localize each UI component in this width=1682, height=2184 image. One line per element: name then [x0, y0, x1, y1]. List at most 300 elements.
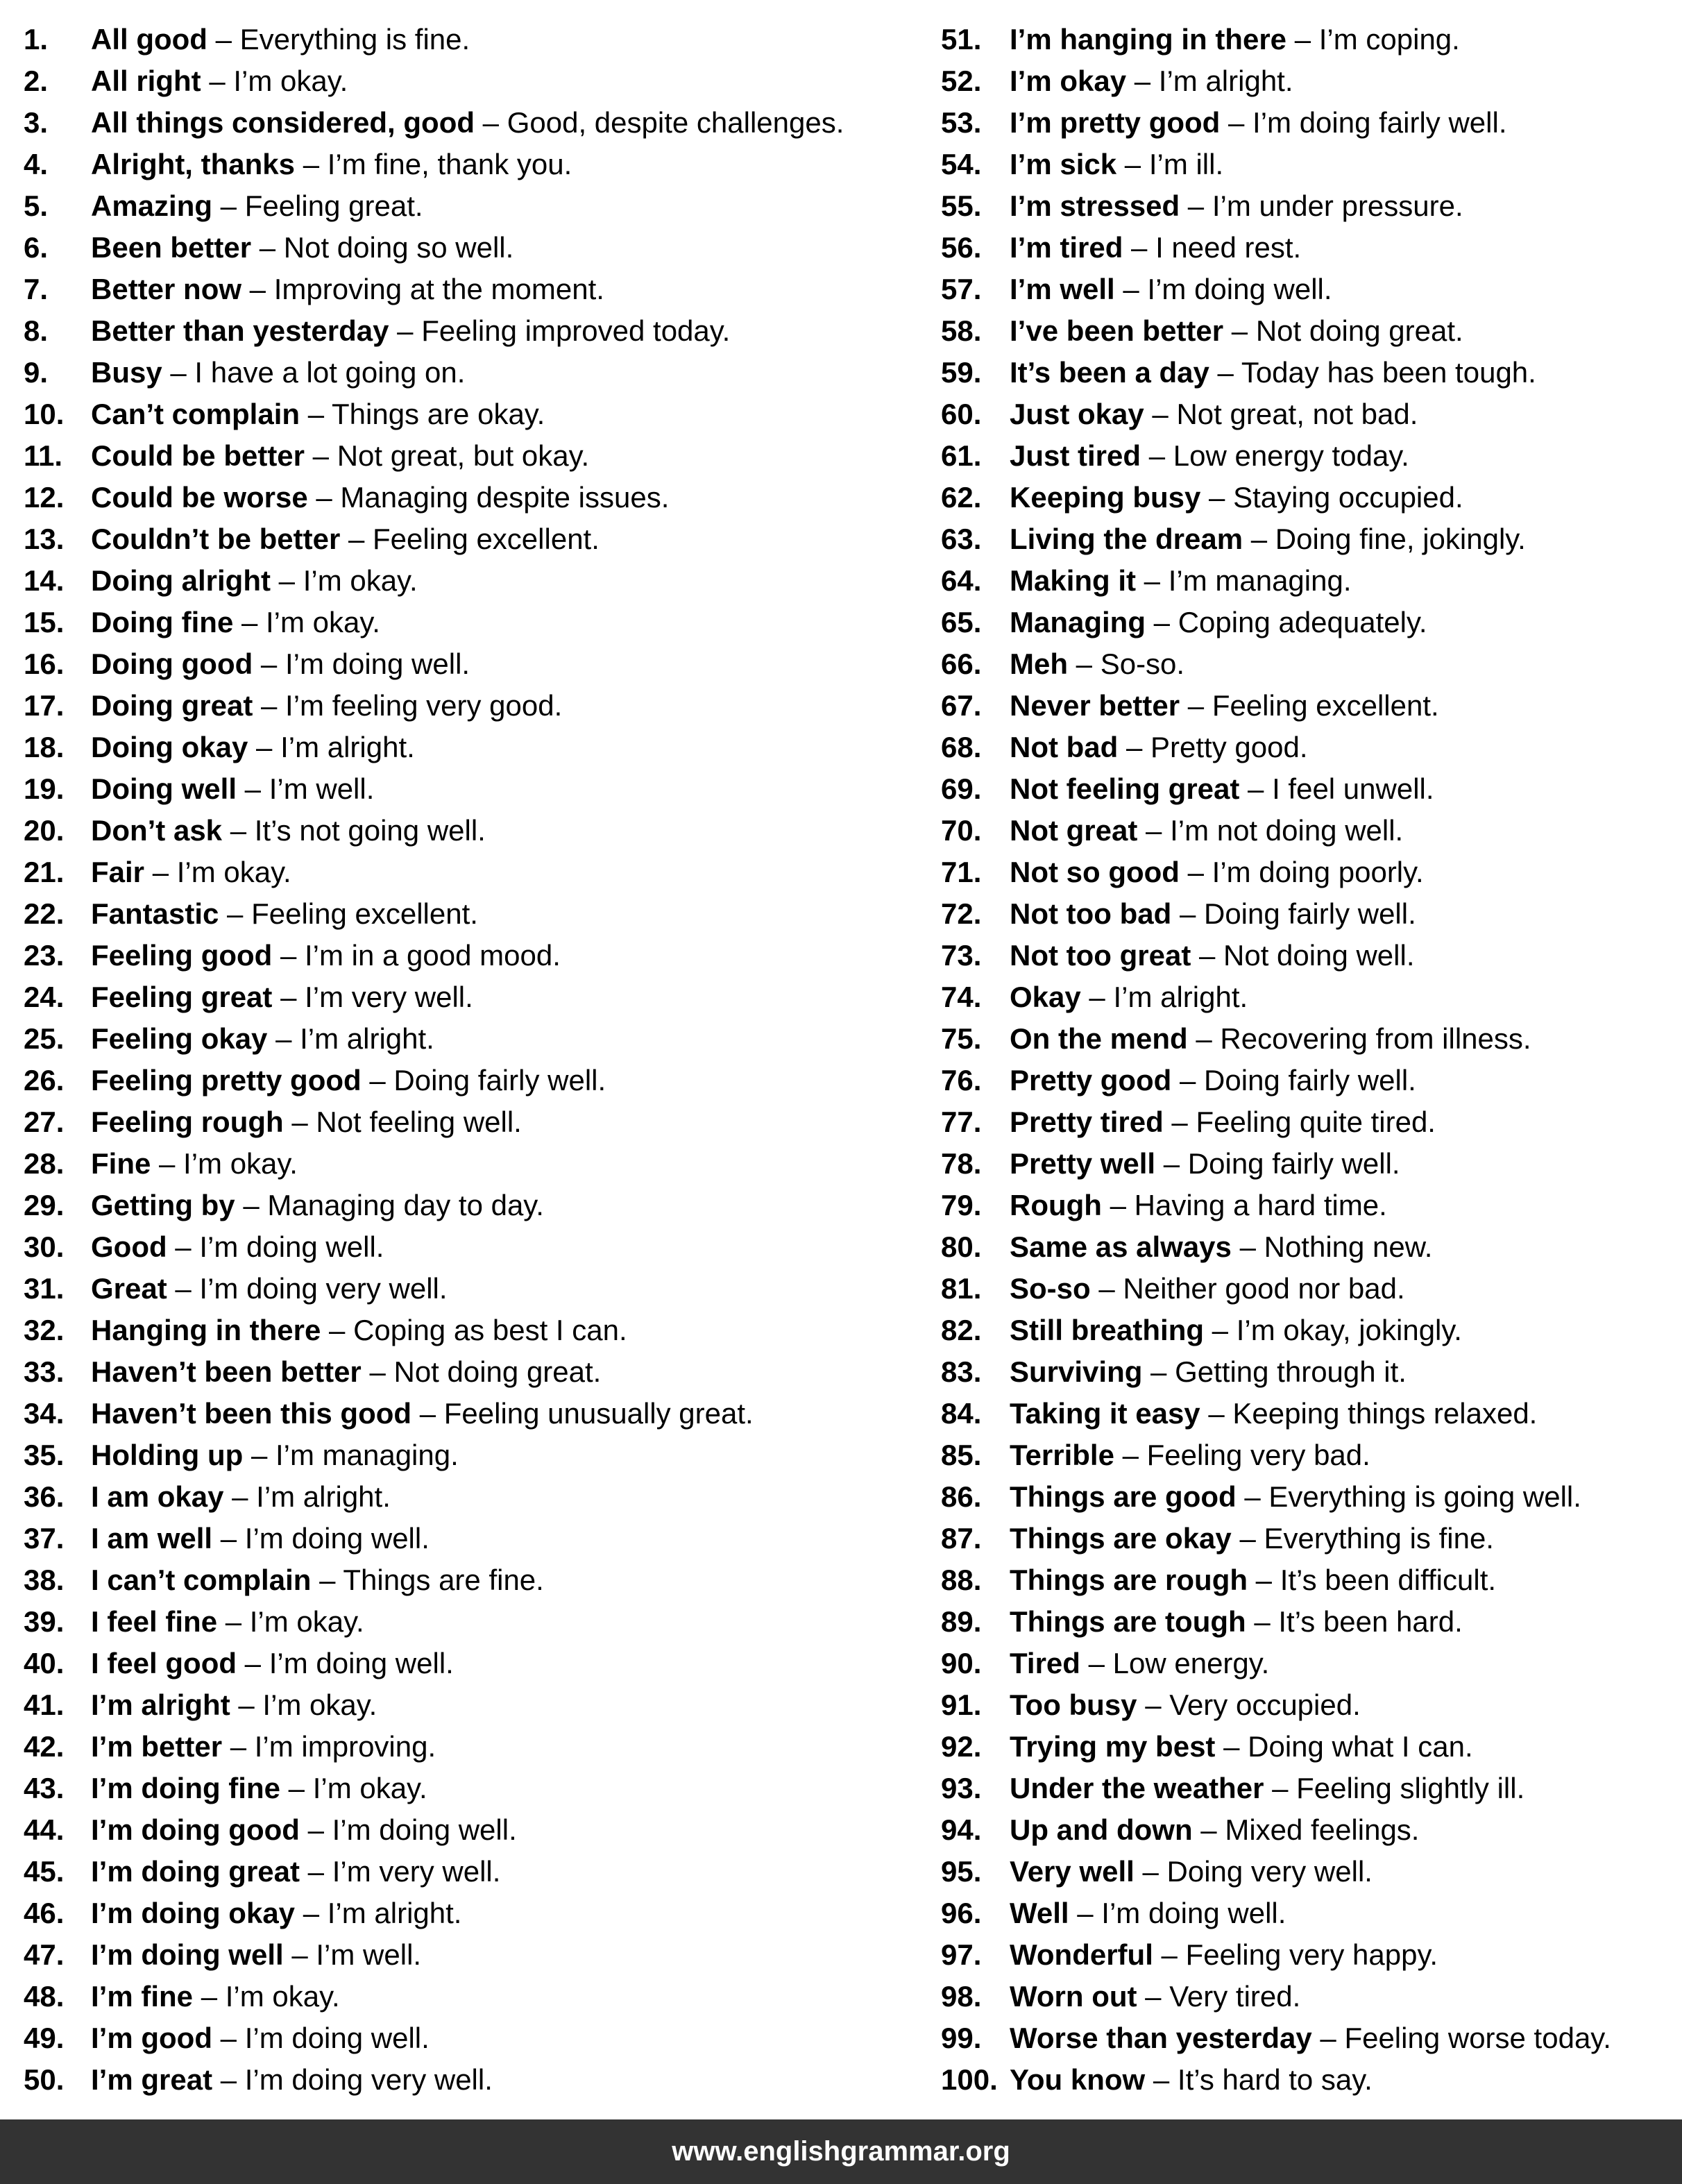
item-number: 59.: [941, 356, 982, 389]
item-number: 19.: [24, 772, 65, 805]
item-separator: –: [1239, 772, 1273, 805]
item-phrase: Things are tough: [1010, 1605, 1246, 1638]
item-meaning: I’m okay.: [266, 606, 380, 638]
item-phrase: Feeling pretty good: [91, 1064, 362, 1097]
item-phrase: Never better: [1010, 689, 1180, 722]
item-number: 25.: [24, 1022, 65, 1055]
list-item: [24, 1476, 919, 1518]
item-meaning: I’m under pressure.: [1212, 189, 1463, 222]
item-meaning: Good, despite challenges.: [507, 106, 844, 139]
item-phrase: I can’t complain: [91, 1564, 312, 1596]
item-phrase: Well: [1010, 1897, 1069, 1929]
item-meaning: Feeling excellent.: [373, 523, 600, 555]
item-separator: –: [1136, 564, 1169, 597]
item-meaning: Improving at the moment.: [273, 273, 604, 305]
item-separator: –: [1209, 356, 1241, 389]
item-separator: –: [1264, 1772, 1297, 1804]
item-separator: –: [235, 1189, 268, 1221]
list-item: [941, 310, 1670, 352]
item-number: 95.: [941, 1855, 982, 1888]
item-phrase: Rough: [1010, 1189, 1102, 1221]
item-phrase: I’m fine: [91, 1980, 194, 2013]
item-phrase: Better than yesterday: [91, 314, 389, 347]
item-meaning: Very occupied.: [1169, 1688, 1361, 1721]
item-number: 4.: [24, 148, 49, 180]
item-meaning: I’m managing.: [1168, 564, 1352, 597]
item-separator: –: [305, 439, 337, 472]
item-number: 41.: [24, 1688, 65, 1721]
item-phrase: Doing good: [91, 647, 253, 680]
item-separator: –: [283, 1106, 316, 1138]
item-number: 73.: [941, 939, 982, 972]
item-phrase: Doing great: [91, 689, 253, 722]
item-number: 27.: [24, 1106, 65, 1138]
item-phrase: Not too bad: [1010, 897, 1172, 930]
item-phrase: Too busy: [1010, 1688, 1137, 1721]
item-meaning: I’m fine, thank you.: [327, 148, 572, 180]
item-separator: –: [1187, 1022, 1221, 1055]
item-phrase: All right: [91, 65, 201, 97]
item-separator: –: [1101, 1189, 1135, 1221]
item-number: 67.: [941, 689, 982, 722]
item-separator: –: [219, 897, 252, 930]
item-phrase: I am well: [91, 1522, 213, 1555]
item-phrase: Amazing: [91, 189, 213, 222]
item-meaning: Things are fine.: [343, 1564, 544, 1596]
list-item: [24, 1060, 919, 1101]
item-meaning: I’m doing well.: [244, 1522, 430, 1555]
item-number: 74.: [941, 981, 982, 1013]
item-separator: –: [1155, 1147, 1188, 1180]
item-meaning: Not great, but okay.: [337, 439, 590, 472]
item-separator: –: [295, 1897, 328, 1929]
item-separator: –: [1200, 1397, 1233, 1430]
item-phrase: Better now: [91, 273, 242, 305]
list-item: [941, 727, 1670, 768]
item-phrase: Doing okay: [91, 731, 248, 763]
list-item: [24, 1976, 919, 2017]
item-meaning: I’m not doing well.: [1170, 814, 1404, 847]
item-phrase: Could be better: [91, 439, 305, 472]
item-phrase: Making it: [1010, 564, 1137, 597]
item-meaning: Everything is fine.: [1264, 1522, 1494, 1555]
item-number: 6.: [24, 231, 49, 264]
item-phrase: Managing: [1010, 606, 1146, 638]
item-phrase: Tired: [1010, 1647, 1080, 1679]
item-meaning: Feeling very happy.: [1185, 1938, 1438, 1971]
item-number: 22.: [24, 897, 65, 930]
item-phrase: Feeling rough: [91, 1106, 284, 1138]
item-number: 49.: [24, 2022, 65, 2054]
item-number: 36.: [24, 1480, 65, 1513]
list-item: [24, 1684, 919, 1726]
item-phrase: Haven’t been better: [91, 1355, 362, 1388]
phrase-list: [0, 19, 1682, 2101]
item-phrase: You know: [1010, 2063, 1146, 2096]
item-meaning: Low energy today.: [1173, 439, 1409, 472]
item-number: 61.: [941, 439, 982, 472]
item-separator: –: [1137, 1980, 1170, 2013]
item-separator: –: [311, 1564, 343, 1596]
item-phrase: Getting by: [91, 1189, 235, 1221]
item-number: 42.: [24, 1730, 65, 1763]
item-separator: –: [212, 1522, 245, 1555]
item-number: 76.: [941, 1064, 982, 1097]
item-phrase: I’m doing fine: [91, 1772, 280, 1804]
item-number: 91.: [941, 1688, 982, 1721]
item-phrase: Meh: [1010, 647, 1068, 680]
item-phrase: I’m doing great: [91, 1855, 300, 1888]
item-phrase: I’m okay: [1010, 65, 1127, 97]
item-phrase: Taking it easy: [1010, 1397, 1200, 1430]
list-item: [941, 1893, 1670, 1934]
list-item: [24, 727, 919, 768]
item-phrase: I’m good: [91, 2022, 212, 2054]
item-separator: –: [1180, 189, 1212, 222]
list-item: [941, 1476, 1670, 1518]
item-separator: –: [340, 523, 373, 555]
item-number: 86.: [941, 1480, 982, 1513]
item-meaning: Pretty good.: [1150, 731, 1308, 763]
list-item: [941, 435, 1670, 477]
item-meaning: I’m doing well.: [269, 1647, 454, 1679]
item-separator: –: [1145, 2063, 1178, 2096]
footer-url[interactable]: www.englishgrammar.org: [672, 2136, 1010, 2167]
item-separator: –: [270, 564, 303, 597]
list-item: [941, 1976, 1670, 2017]
item-phrase: Doing alright: [91, 564, 271, 597]
item-number: 39.: [24, 1605, 65, 1638]
item-meaning: Not doing great.: [393, 1355, 602, 1388]
list-item: [941, 1768, 1670, 1809]
item-meaning: Keeping things relaxed.: [1232, 1397, 1538, 1430]
item-meaning: I’m doing very well.: [244, 2063, 493, 2096]
item-number: 98.: [941, 1980, 982, 2013]
list-item: [941, 269, 1670, 310]
item-number: 12.: [24, 481, 65, 514]
item-phrase: All good: [91, 23, 207, 56]
item-number: 69.: [941, 772, 982, 805]
item-meaning: It’s been difficult.: [1280, 1564, 1497, 1596]
item-meaning: Not feeling well.: [316, 1106, 522, 1138]
item-separator: –: [1080, 981, 1114, 1013]
item-meaning: Doing what I can.: [1248, 1730, 1473, 1763]
item-phrase: I’m tired: [1010, 231, 1123, 264]
item-separator: –: [241, 273, 274, 305]
item-meaning: I’m well.: [269, 772, 375, 805]
item-number: 31.: [24, 1272, 65, 1305]
list-item: [24, 1185, 919, 1226]
list-item: [24, 477, 919, 518]
item-meaning: Nothing new.: [1264, 1230, 1433, 1263]
list-item: [24, 768, 919, 810]
item-number: 3.: [24, 106, 49, 139]
list-item: [24, 1393, 919, 1434]
item-number: 16.: [24, 647, 65, 680]
list-item: [941, 1559, 1670, 1601]
list-item: [941, 1934, 1670, 1976]
item-separator: –: [1144, 398, 1177, 430]
item-separator: –: [1311, 2022, 1345, 2054]
item-meaning: Feeling worse today.: [1344, 2022, 1611, 2054]
item-separator: –: [1137, 814, 1171, 847]
list-item: [941, 227, 1670, 269]
item-number: 43.: [24, 1772, 65, 1804]
item-number: 38.: [24, 1564, 65, 1596]
item-separator: –: [1180, 689, 1212, 722]
item-meaning: Managing day to day.: [267, 1189, 544, 1221]
item-meaning: I’m ill.: [1148, 148, 1224, 180]
item-meaning: Feeling improved today.: [421, 314, 731, 347]
item-meaning: Not doing well.: [1223, 939, 1415, 972]
item-separator: –: [1179, 856, 1212, 888]
item-number: 34.: [24, 1397, 65, 1430]
item-phrase: So-so: [1010, 1272, 1091, 1305]
item-number: 71.: [941, 856, 982, 888]
item-phrase: Under the weather: [1010, 1772, 1264, 1804]
item-meaning: Not doing great.: [1255, 314, 1463, 347]
item-phrase: I’m well: [1010, 273, 1115, 305]
item-number: 33.: [24, 1355, 65, 1388]
item-number: 94.: [941, 1813, 982, 1846]
item-phrase: Great: [91, 1272, 167, 1305]
item-number: 63.: [941, 523, 982, 555]
item-separator: –: [222, 1730, 255, 1763]
list-item: [24, 2017, 919, 2059]
item-separator: –: [1126, 65, 1159, 97]
list-item: [24, 1809, 919, 1851]
item-separator: –: [1171, 1064, 1205, 1097]
item-separator: –: [1231, 1230, 1264, 1263]
item-phrase: Just okay: [1010, 398, 1144, 430]
item-meaning: Managing despite issues.: [340, 481, 670, 514]
item-number: 54.: [941, 148, 982, 180]
item-phrase: Good: [91, 1230, 167, 1263]
item-number: 1.: [24, 23, 49, 56]
item-number: 92.: [941, 1730, 982, 1763]
list-item: [941, 935, 1670, 976]
item-number: 15.: [24, 606, 65, 638]
list-item: [941, 1601, 1670, 1643]
item-number: 5.: [24, 189, 49, 222]
item-meaning: Feeling great.: [244, 189, 423, 222]
list-item: [941, 1185, 1670, 1226]
item-meaning: Everything is fine.: [239, 23, 470, 56]
item-phrase: Don’t ask: [91, 814, 223, 847]
item-meaning: Doing fairly well.: [1187, 1147, 1400, 1180]
item-meaning: Things are okay.: [331, 398, 545, 430]
item-meaning: It’s not going well.: [254, 814, 486, 847]
list-item: [941, 1726, 1670, 1768]
item-separator: –: [230, 1688, 263, 1721]
list-item: [941, 1018, 1670, 1060]
item-number: 11.: [24, 439, 63, 472]
item-meaning: Having a hard time.: [1134, 1189, 1387, 1221]
item-number: 99.: [941, 2022, 982, 2054]
item-number: 93.: [941, 1772, 982, 1804]
item-separator: –: [151, 1147, 184, 1180]
list-item: [24, 518, 919, 560]
item-separator: –: [300, 1855, 332, 1888]
item-meaning: I’m very well.: [332, 1855, 501, 1888]
list-item: [24, 310, 919, 352]
item-phrase: I’m hanging in there: [1010, 23, 1287, 56]
item-number: 65.: [941, 606, 982, 638]
list-item: [24, 352, 919, 393]
item-meaning: I’m doing very well.: [199, 1272, 448, 1305]
item-meaning: I’m improving.: [254, 1730, 436, 1763]
item-phrase: Alright, thanks: [91, 148, 296, 180]
item-number: 32.: [24, 1314, 65, 1346]
item-phrase: Things are good: [1010, 1480, 1237, 1513]
item-separator: –: [272, 939, 305, 972]
item-number: 40.: [24, 1647, 65, 1679]
list-item: [24, 1643, 919, 1684]
item-separator: –: [1286, 23, 1319, 56]
item-phrase: Not feeling great: [1010, 772, 1240, 805]
item-meaning: I’m very well.: [305, 981, 473, 1013]
item-phrase: Just tired: [1010, 439, 1141, 472]
list-item: [941, 1101, 1670, 1143]
item-meaning: Staying occupied.: [1233, 481, 1463, 514]
item-number: 13.: [24, 523, 65, 555]
item-separator: –: [411, 1397, 444, 1430]
item-number: 60.: [941, 398, 982, 430]
list-item: [941, 1393, 1670, 1434]
item-separator: –: [222, 814, 255, 847]
item-separator: –: [1068, 647, 1101, 680]
item-separator: –: [1223, 314, 1256, 347]
item-separator: –: [1069, 1897, 1102, 1929]
item-meaning: I’m doing well.: [332, 1813, 517, 1846]
item-separator: –: [1114, 273, 1148, 305]
list-item: [24, 1934, 919, 1976]
list-item: [24, 1018, 919, 1060]
item-number: 50.: [24, 2063, 65, 2096]
item-phrase: Not too great: [1010, 939, 1191, 972]
item-number: 17.: [24, 689, 65, 722]
list-item: [941, 518, 1670, 560]
item-meaning: I’m alright.: [327, 1897, 462, 1929]
item-separator: –: [272, 981, 305, 1013]
item-phrase: I’m doing well: [91, 1938, 284, 1971]
item-number: 75.: [941, 1022, 982, 1055]
item-meaning: I’m doing well.: [1101, 1897, 1286, 1929]
item-phrase: Still breathing: [1010, 1314, 1205, 1346]
list-item: [941, 352, 1670, 393]
item-meaning: I’m managing.: [275, 1439, 459, 1471]
item-meaning: Coping as best I can.: [353, 1314, 627, 1346]
item-number: 45.: [24, 1855, 65, 1888]
item-separator: –: [1191, 939, 1224, 972]
list-item: [24, 602, 919, 643]
list-item: [941, 1809, 1670, 1851]
list-item: [24, 102, 919, 144]
item-separator: –: [1141, 439, 1173, 472]
item-phrase: Busy: [91, 356, 162, 389]
list-item: [941, 976, 1670, 1018]
item-phrase: Same as always: [1010, 1230, 1232, 1263]
item-separator: –: [233, 606, 266, 638]
item-separator: –: [361, 1064, 394, 1097]
list-item: [941, 60, 1670, 102]
item-meaning: I’m okay.: [312, 1772, 427, 1804]
item-phrase: I’m sick: [1010, 148, 1117, 180]
item-phrase: Been better: [91, 231, 252, 264]
item-phrase: Terrible: [1010, 1439, 1114, 1471]
item-number: 7.: [24, 273, 49, 305]
item-phrase: I’m pretty good: [1010, 106, 1221, 139]
item-meaning: I’m doing well.: [244, 2022, 430, 2054]
list-item: [24, 643, 919, 685]
item-separator: –: [1146, 606, 1178, 638]
item-separator: –: [167, 1272, 200, 1305]
list-item: [941, 1684, 1670, 1726]
item-meaning: Doing fairly well.: [393, 1064, 606, 1097]
item-phrase: Worse than yesterday: [1010, 2022, 1312, 2054]
list-item: [24, 269, 919, 310]
item-number: 9.: [24, 356, 49, 389]
item-number: 57.: [941, 273, 982, 305]
item-number: 47.: [24, 1938, 65, 1971]
item-separator: –: [144, 856, 177, 888]
item-meaning: I’m in a good mood.: [305, 939, 561, 972]
item-separator: –: [207, 23, 240, 56]
item-number: 35.: [24, 1439, 65, 1471]
item-phrase: Doing well: [91, 772, 237, 805]
item-meaning: I feel unwell.: [1272, 772, 1434, 805]
list-item: [941, 560, 1670, 602]
item-phrase: Not great: [1010, 814, 1138, 847]
item-separator: –: [295, 148, 328, 180]
item-separator: –: [475, 106, 507, 139]
item-number: 77.: [941, 1106, 982, 1138]
item-number: 100.: [941, 2063, 998, 2096]
item-phrase: Things are rough: [1010, 1564, 1248, 1596]
item-number: 37.: [24, 1522, 65, 1555]
phrase-column-left: [24, 19, 919, 2101]
item-meaning: I’m okay.: [303, 564, 418, 597]
item-phrase: I’m alright: [91, 1688, 230, 1721]
item-number: 72.: [941, 897, 982, 930]
item-separator: –: [253, 647, 285, 680]
item-meaning: Doing fairly well.: [1204, 1064, 1416, 1097]
item-separator: –: [389, 314, 422, 347]
item-separator: –: [1080, 1647, 1113, 1679]
item-number: 79.: [941, 1189, 982, 1221]
list-item: [24, 1101, 919, 1143]
item-number: 29.: [24, 1189, 65, 1221]
item-phrase: I feel good: [91, 1647, 237, 1679]
item-phrase: Okay: [1010, 981, 1081, 1013]
item-separator: –: [167, 1230, 200, 1263]
item-number: 85.: [941, 1439, 982, 1471]
item-meaning: I’m alright.: [256, 1480, 391, 1513]
list-item: [941, 393, 1670, 435]
list-item: [941, 685, 1670, 727]
item-number: 78.: [941, 1147, 982, 1180]
item-separator: –: [212, 2063, 245, 2096]
item-phrase: Fantastic: [91, 897, 219, 930]
list-item: [24, 560, 919, 602]
item-number: 56.: [941, 231, 982, 264]
item-phrase: Trying my best: [1010, 1730, 1216, 1763]
item-phrase: Living the dream: [1010, 523, 1243, 555]
item-phrase: Pretty tired: [1010, 1106, 1164, 1138]
item-separator: –: [217, 1605, 250, 1638]
item-meaning: Getting through it.: [1175, 1355, 1407, 1388]
item-meaning: I’m okay.: [183, 1147, 298, 1180]
